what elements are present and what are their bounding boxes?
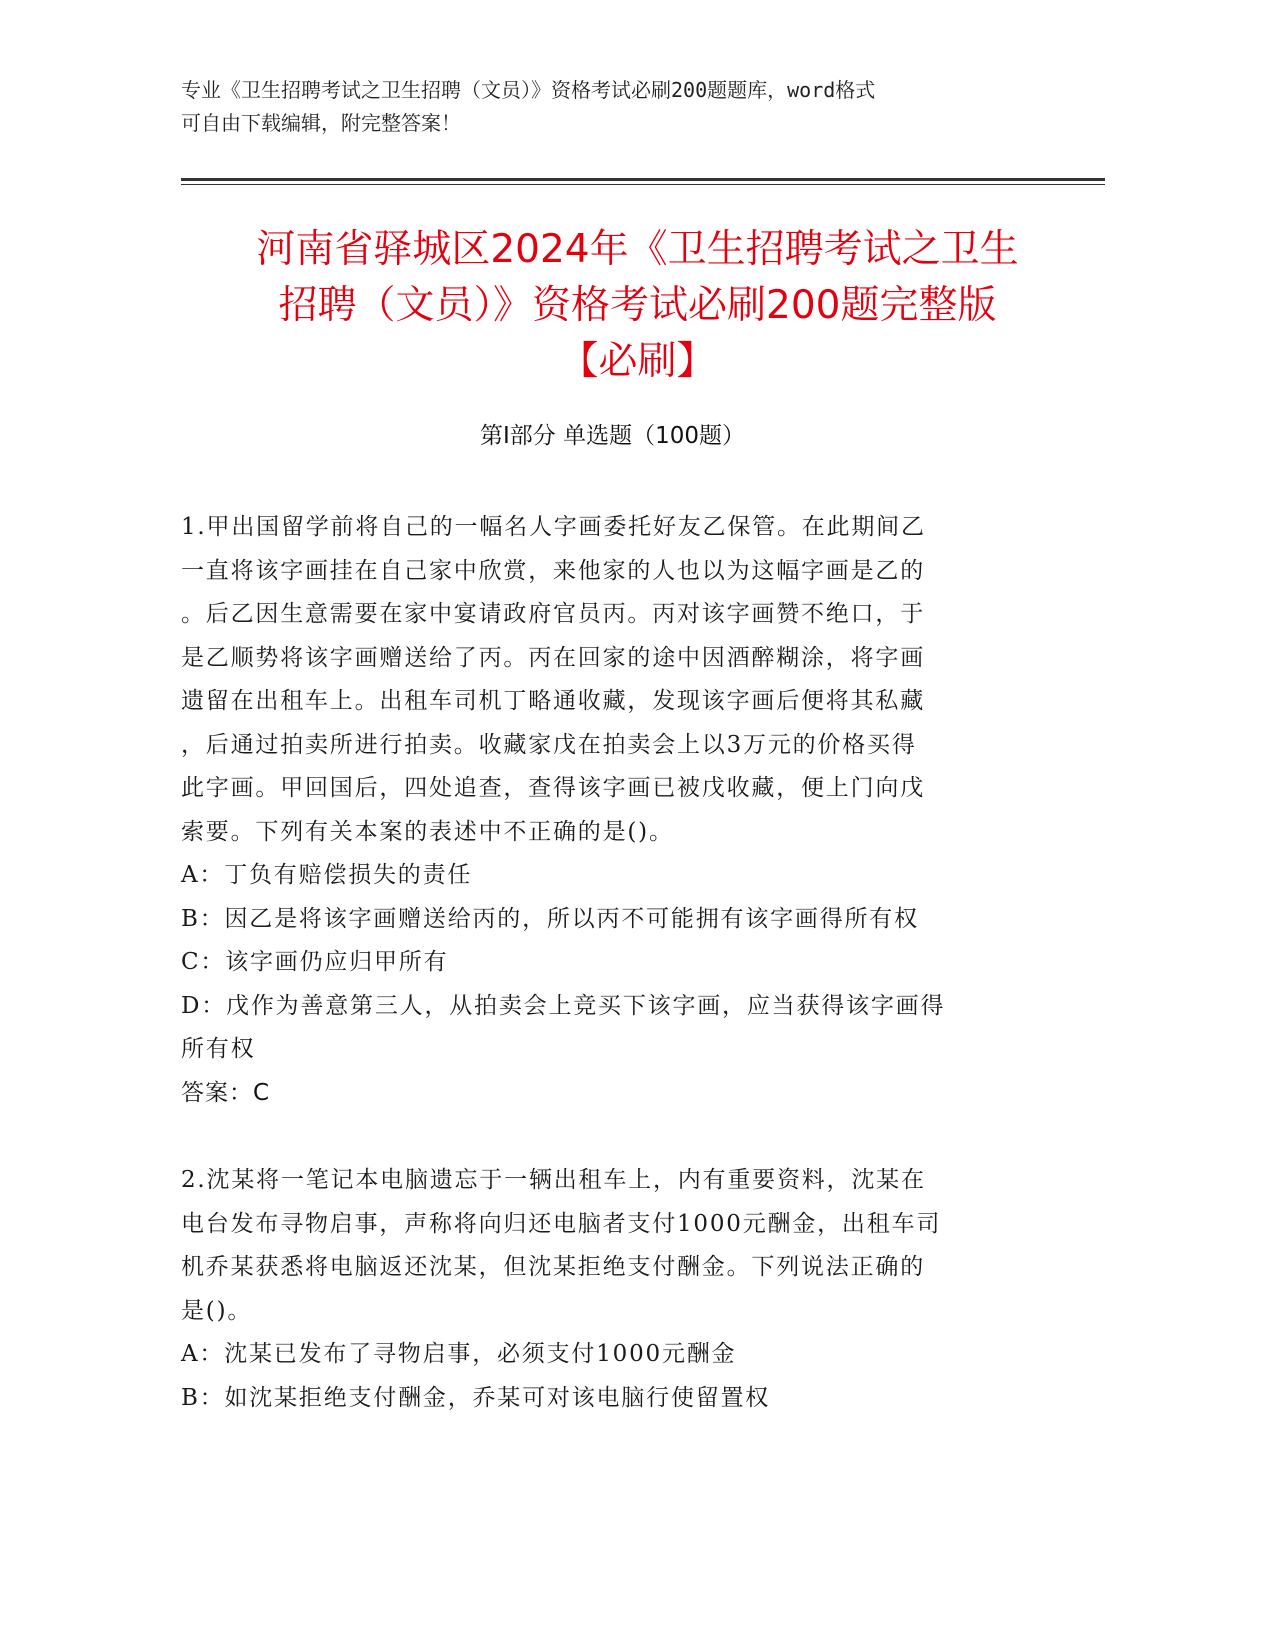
option-a: A：丁负有赔偿损失的责任: [181, 862, 473, 888]
question-stem-line: 。后乙因生意需要在家中宴请政府官员丙。丙对该字画赞不绝口，于: [181, 601, 925, 627]
question-stem-line: 2.沈某将一笔记本电脑遗忘于一辆出租车上，内有重要资料，沈某在: [181, 1167, 926, 1193]
question-stem-line: 一直将该字画挂在自己家中欣赏，来他家的人也以为这幅字画是乙的: [181, 557, 925, 584]
header-line: 可自由下载编辑，附完整答案！: [181, 111, 461, 135]
page-header: [181, 74, 1031, 140]
question-stem-line: 索要。下列有关本案的表述中不正确的是()。: [181, 818, 674, 845]
question-stem-line: 1.甲出国留学前将自己的一幅名人字画委托好友乙保管。在此期间乙: [181, 514, 926, 540]
question-stem-line: 电台发布寻物启事，声称将向归还电脑者支付1000元酬金，出租车司: [181, 1210, 942, 1237]
section-heading: 第Ⅰ部分 单选题（100题）: [480, 423, 745, 449]
header-line: 专业《卫生招聘考试之卫生招聘（文员）》资格考试必刷200题题库，word格式: [181, 78, 876, 102]
title-line: 招聘（文员）》资格考试必刷200题完整版: [278, 283, 997, 328]
option-a: A：沈某已发布了寻物启事，必须支付1000元酬金: [181, 1341, 737, 1367]
option-d-continued: 所有权: [181, 1036, 256, 1062]
title-line: 河南省驿城区2024年《卫生招聘考试之卫生: [256, 227, 1019, 272]
option-c: C：该字画仍应归甲所有: [181, 949, 449, 975]
question-stem-line: 遗留在出租车上。出租车司机丁略通收藏，发现该字画后便将其私藏: [181, 688, 925, 714]
question-stem-line: 此字画。甲回国后，四处追查，查得该字画已被戊收藏，便上门向戊: [181, 775, 925, 801]
option-b: B：如沈某拒绝支付酬金，乔某可对该电脑行使留置权: [181, 1384, 771, 1411]
answer: 答案：C: [181, 1079, 271, 1106]
title-line: 【必刷】: [559, 339, 716, 384]
question-2: [181, 1159, 1041, 1420]
option-d: D：戊作为善意第三人，从拍卖会上竞买下该字画，应当获得该字画得: [181, 992, 946, 1019]
option-b: B：因乙是将该字画赠送给丙的，所以丙不可能拥有该字画得所有权: [181, 905, 919, 932]
document-title: [150, 222, 1125, 390]
question-1: [181, 506, 1041, 1115]
question-stem-line: 是乙顺势将该字画赠送给了丙。丙在回家的途中因酒醉糊涂，将字画: [181, 644, 925, 671]
header-divider-thick: [181, 178, 1105, 181]
question-stem-line: 机乔某获悉将电脑返还沈某，但沈某拒绝支付酬金。下列说法正确的: [181, 1254, 925, 1280]
header-divider-thin: [181, 184, 1105, 185]
question-stem-line: ，后通过拍卖所进行拍卖。收藏家戊在拍卖会上以3万元的价格买得: [181, 731, 917, 758]
question-stem-line: 是()。: [181, 1297, 253, 1324]
